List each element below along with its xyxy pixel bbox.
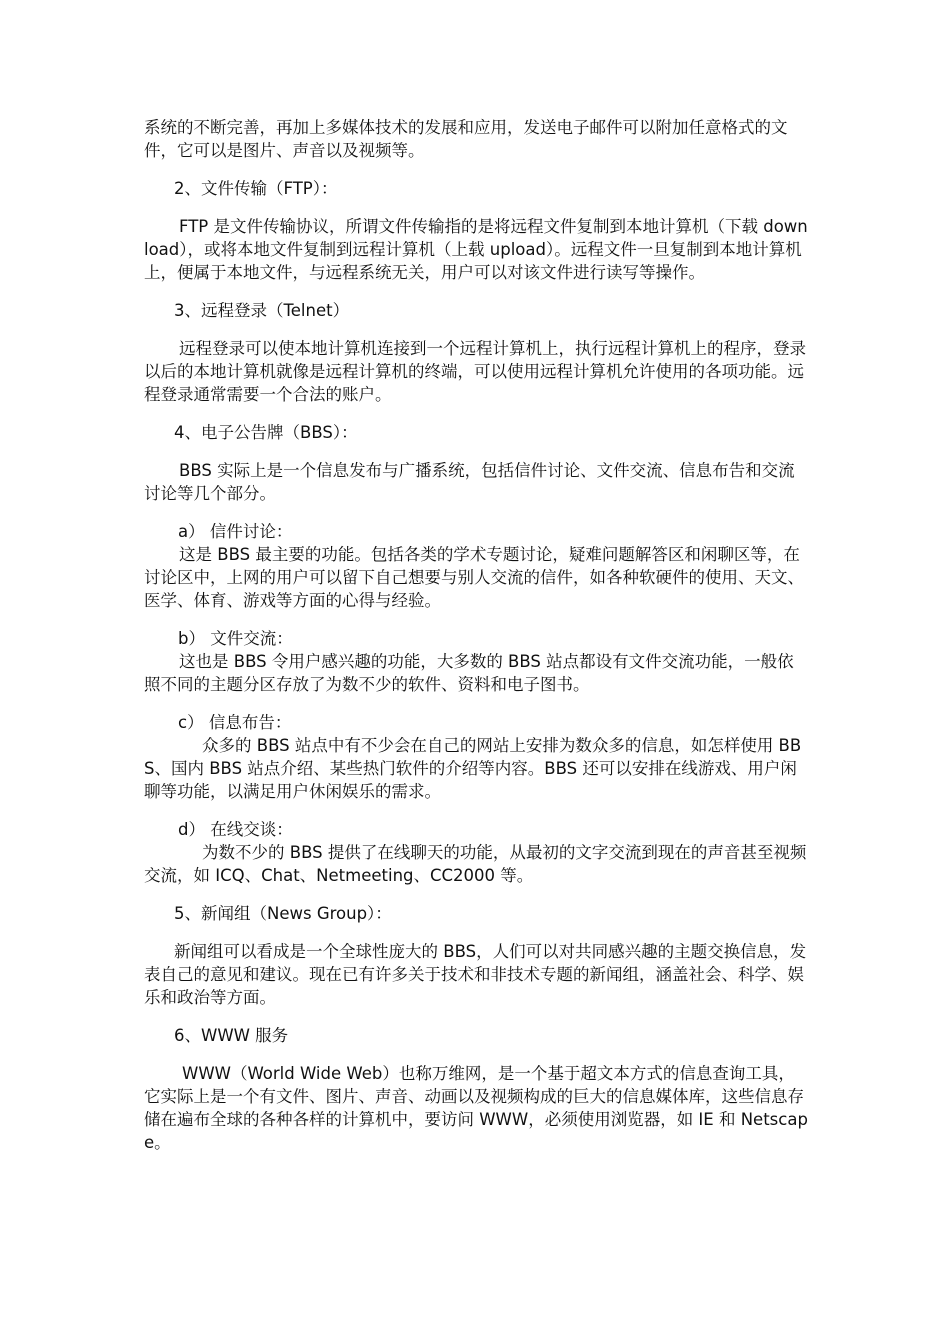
section-heading-www: 6、WWW 服务 (174, 1026, 289, 1045)
bbs-paragraph: BBS 实际上是一个信息发布与广播系统，包括信件讨论、文件交流、信息布告和交流讨论等几个部分。 (144, 461, 795, 503)
www-paragraph: WWW（World Wide Web）也称万维网，是一个基于超文本方式的信息查询工具，它实际上是一个有文件、图片、声音、动画以及视频构成的巨大的信息媒体库，这些信息存储在遍布全球的各种各样的计算机中，要访问 WWW，必须使用浏览器，如 IE 和 Netscape。 (144, 1064, 808, 1152)
bbs-item-text: 众多的 BBS 站点中有不少会在自己的网站上安排为数众多的信息，如怎样使用 BBS、国内 BBS 站点介绍、某些热门软件的介绍等内容。BBS 还可以安排在线游戏、用户闲聊等功能，以满足用户休闲娱乐的需求。 (144, 736, 802, 801)
bbs-item-label: c） 信息布告： (178, 713, 292, 732)
section-heading-telnet: 3、远程登录（Telnet） (174, 301, 350, 320)
bbs-item-text: 为数不少的 BBS 提供了在线聊天的功能，从最初的文字交流到现在的声音甚至视频交流，如 ICQ、Chat、Netmeeting、CC2000 等。 (144, 843, 807, 885)
intro-paragraph: 系统的不断完善，再加上多媒体技术的发展和应用，发送电子邮件可以附加任意格式的文件，它可以是图片、声音以及视频等。 (144, 118, 788, 160)
bbs-item-label: b） 文件交流： (178, 629, 293, 648)
section-heading-bbs: 4、电子公告牌（BBS）： (174, 423, 358, 442)
bbs-item-text: 这是 BBS 最主要的功能。包括各类的学术专题讨论，疑难问题解答区和闲聊区等，在讨论区中，上网的用户可以留下自己想要与别人交流的信件，如各种软硬件的使用、天文、医学、体育、游戏等方面的心得与经验。 (144, 545, 804, 610)
bbs-item-label: a） 信件讨论： (178, 522, 293, 541)
news-paragraph: 新闻组可以看成是一个全球性庞大的 BBS，人们可以对共同感兴趣的主题交换信息，发表自己的意见和建议。现在已有许多关于技术和非技术专题的新闻组，涵盖社会、科学、娱乐和政治等方面。 (144, 942, 807, 1007)
document-body (144, 116, 810, 1169)
bbs-item-label: d） 在线交谈： (178, 820, 293, 839)
section-heading-ftp: 2、文件传输（FTP）： (174, 179, 338, 198)
telnet-paragraph: 远程登录可以使本地计算机连接到一个远程计算机上，执行远程计算机上的程序，登录以后的本地计算机就像是远程计算机的终端，可以使用远程计算机允许使用的各项功能。远程登录通常需要一个合法的账户。 (144, 339, 806, 404)
bbs-item-text: 这也是 BBS 令用户感兴趣的功能，大多数的 BBS 站点都设有文件交流功能，一般依照不同的主题分区存放了为数不少的软件、资料和电子图书。 (144, 652, 794, 694)
section-heading-news: 5、新闻组（News Group）： (174, 904, 392, 923)
ftp-paragraph: FTP 是文件传输协议，所谓文件传输指的是将远程文件复制到本地计算机（下载 download），或将本地文件复制到远程计算机（上载 upload）。远程文件一旦复制到本地计算机上，便属于本地文件，与远程系统无关，用户可以对该文件进行读写等操作。 (144, 217, 808, 282)
